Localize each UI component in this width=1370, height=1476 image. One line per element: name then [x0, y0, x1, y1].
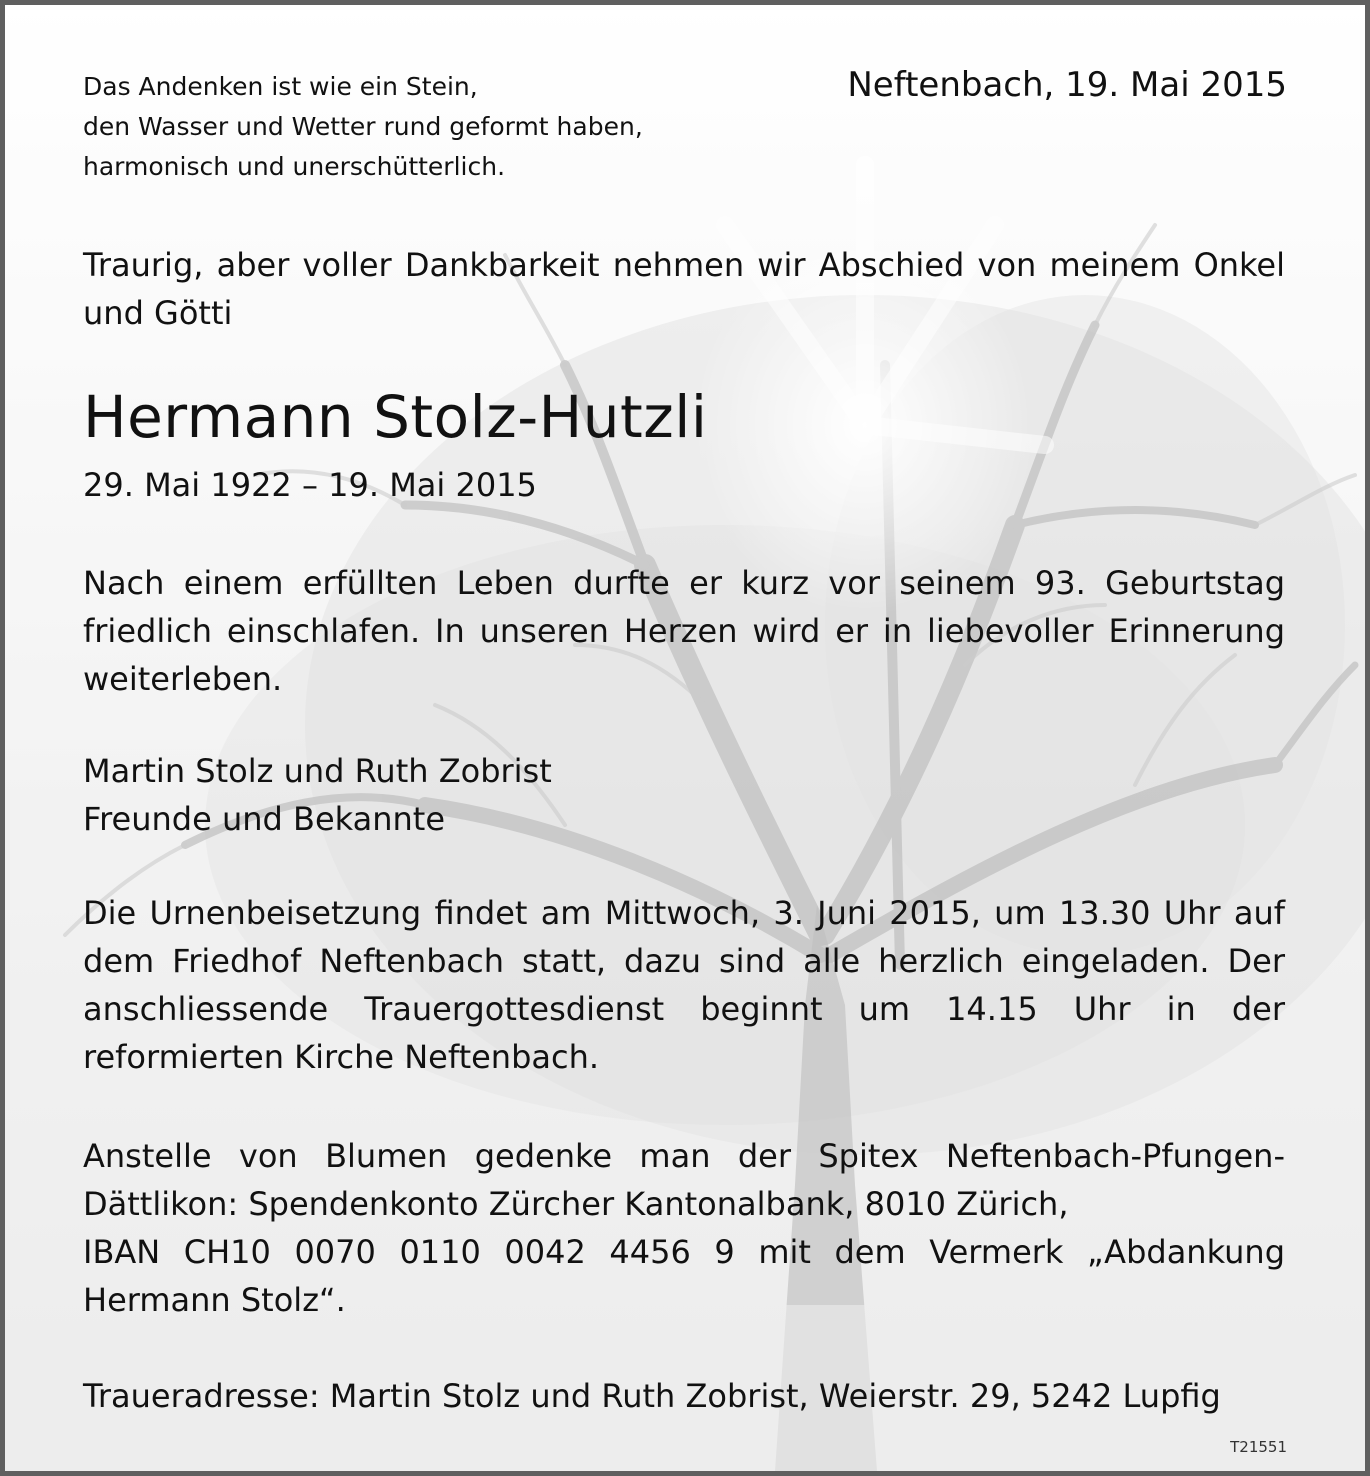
- mourning-address: Traueradresse: Martin Stolz und Ruth Zobrist, Weierstr. 29, 5242 Lupfig: [83, 1377, 1221, 1415]
- mourner-line: Martin Stolz und Ruth Zobrist: [83, 752, 552, 790]
- deceased-name: Hermann Stolz-Hutzli: [83, 383, 708, 451]
- donation-line: IBAN CH10 0070 0110 0042 4456 9 mit dem Vermerk „Abdankung Hermann Stolz“.: [83, 1233, 1285, 1319]
- lifespan-dates: 29. Mai 1922 – 19. Mai 2015: [83, 466, 537, 504]
- memorial-poem: [83, 67, 763, 187]
- mourner-line: Freunde und Bekannte: [83, 800, 446, 838]
- place-and-date: Neftenbach, 19. Mai 2015: [847, 65, 1287, 105]
- farewell-intro: Traurig, aber voller Dankbarkeit nehmen wir Abschied von meinem Onkel und Götti: [83, 246, 1285, 332]
- donation-info: [83, 1132, 1285, 1324]
- poem-line: harmonisch und unerschütterlich.: [83, 152, 506, 181]
- donation-line: Anstelle von Blumen gedenke man der Spitex Neftenbach-Pfungen-Dättlikon: Spendenkonto Zürcher Kantonalbank, 8010 Zürich,: [83, 1137, 1285, 1223]
- ceremony-details: Die Urnenbeisetzung findet am Mittwoch, 3. Juni 2015, um 13.30 Uhr auf dem Friedhof Neftenbach statt, dazu sind alle herzlich eingeladen. Der anschliessende Trauergottesdienst beginnt um 14.15 Uhr in der reformierten Kirche Neftenbach.: [83, 894, 1285, 1076]
- tribute-text: Nach einem erfüllten Leben durfte er kurz vor seinem 93. Geburtstag friedlich einschlafen. In unseren Herzen wird er in liebevoller Erinnerung weiterleben.: [83, 564, 1285, 698]
- poem-line: Das Andenken ist wie ein Stein,: [83, 72, 478, 101]
- ad-code: T21551: [1230, 1438, 1287, 1456]
- poem-line: den Wasser und Wetter rund geformt haben,: [83, 112, 643, 141]
- mourners-list: [83, 747, 552, 843]
